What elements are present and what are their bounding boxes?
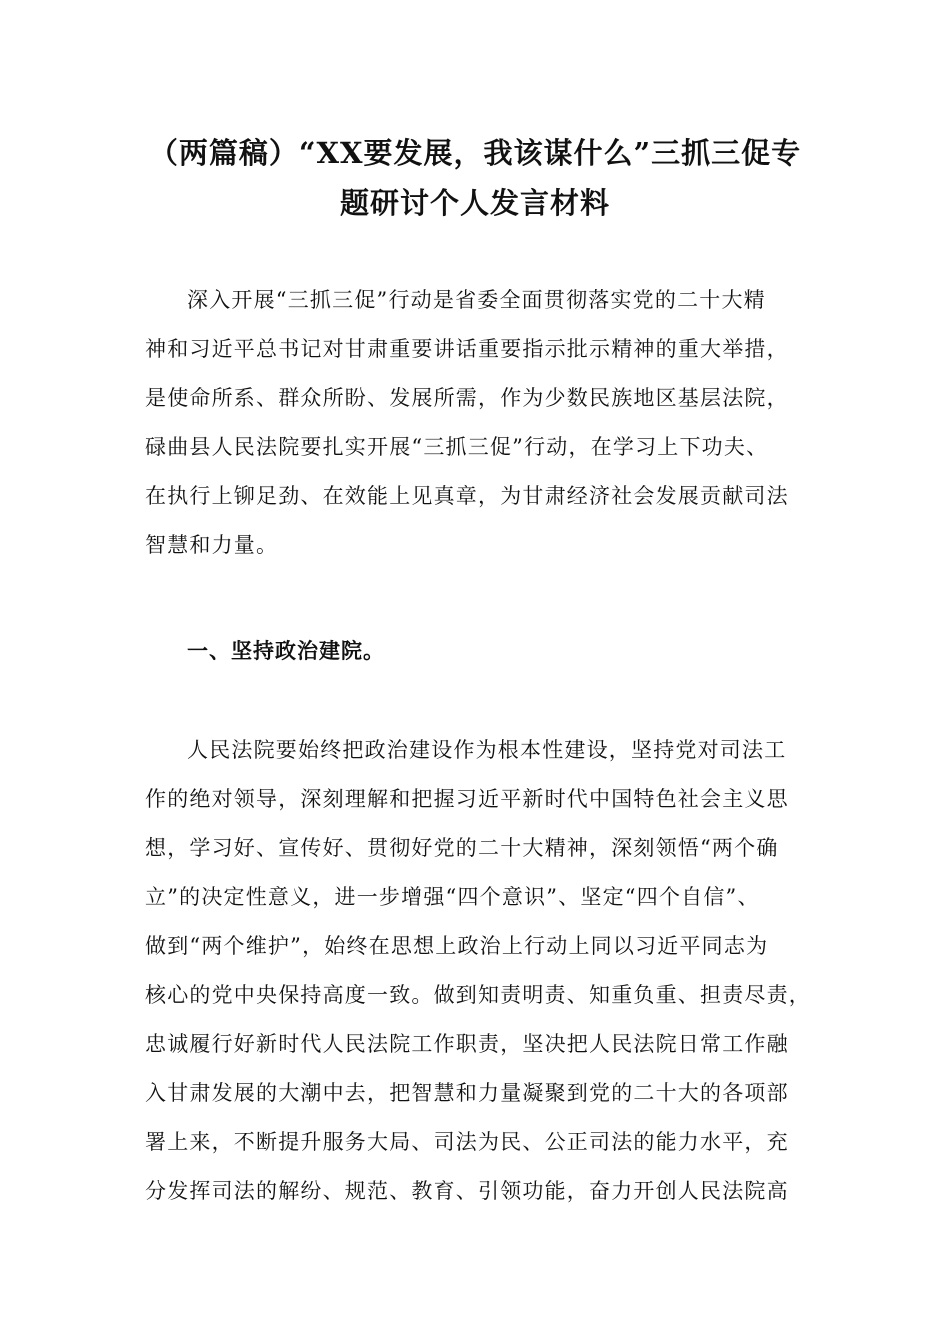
document-title: [120, 128, 830, 228]
paragraph-line: 碌曲县人民法院要扎实开展“三抓三促”行动，在学习上下功夫、: [145, 435, 769, 459]
paragraph-line: 在执行上铆足劲、在效能上见真章，为甘肃经济社会发展贡献司法: [145, 484, 789, 508]
paragraph-line: 核心的党中央保持高度一致。做到知责明责、知重负重、担责尽责，: [145, 983, 811, 1007]
paragraph-line: 作的绝对领导，深刻理解和把握习近平新时代中国特色社会主义思: [145, 787, 789, 811]
paragraph-line: 分发挥司法的解纷、规范、教育、引领功能，奋力开创人民法院高: [145, 1179, 789, 1203]
section-heading: 一、坚持政治建院。: [187, 638, 385, 663]
paragraph-line: 做到“两个维护”，始终在思想上政治上行动上同以习近平同志为: [145, 934, 769, 958]
title-line: （两篇稿）“XX要发展，我该谋什么”三抓三促专: [148, 136, 802, 170]
paragraph-line: 深入开展“三抓三促”行动是省委全面贯彻落实党的二十大精: [187, 288, 766, 312]
paragraph-line: 想，学习好、宣传好、贯彻好党的二十大精神，深刻领悟“两个确: [145, 836, 779, 860]
section-paragraph: [145, 726, 825, 1216]
paragraph-line: 神和习近平总书记对甘肃重要讲话重要指示批示精神的重大举措，: [145, 337, 789, 361]
paragraph-line: 忠诚履行好新时代人民法院工作职责，坚决把人民法院日常工作融: [145, 1032, 789, 1056]
paragraph-line: 人民法院要始终把政治建设作为根本性建设，坚持党对司法工: [187, 738, 787, 762]
paragraph-line: 立”的决定性意义，进一步增强“四个意识”、坚定“四个自信”、: [145, 885, 760, 909]
paragraph-line: 是使命所系、群众所盼、发展所需，作为少数民族地区基层法院，: [145, 386, 789, 410]
paragraph-line: 智慧和力量。: [145, 533, 279, 557]
paragraph-line: 入甘肃发展的大潮中去，把智慧和力量凝聚到党的二十大的各项部: [145, 1081, 789, 1105]
title-line: 题研讨个人发言材料: [339, 186, 610, 220]
intro-paragraph: [145, 276, 825, 570]
paragraph-line: 署上来，不断提升服务大局、司法为民、公正司法的能力水平，充: [145, 1130, 789, 1154]
